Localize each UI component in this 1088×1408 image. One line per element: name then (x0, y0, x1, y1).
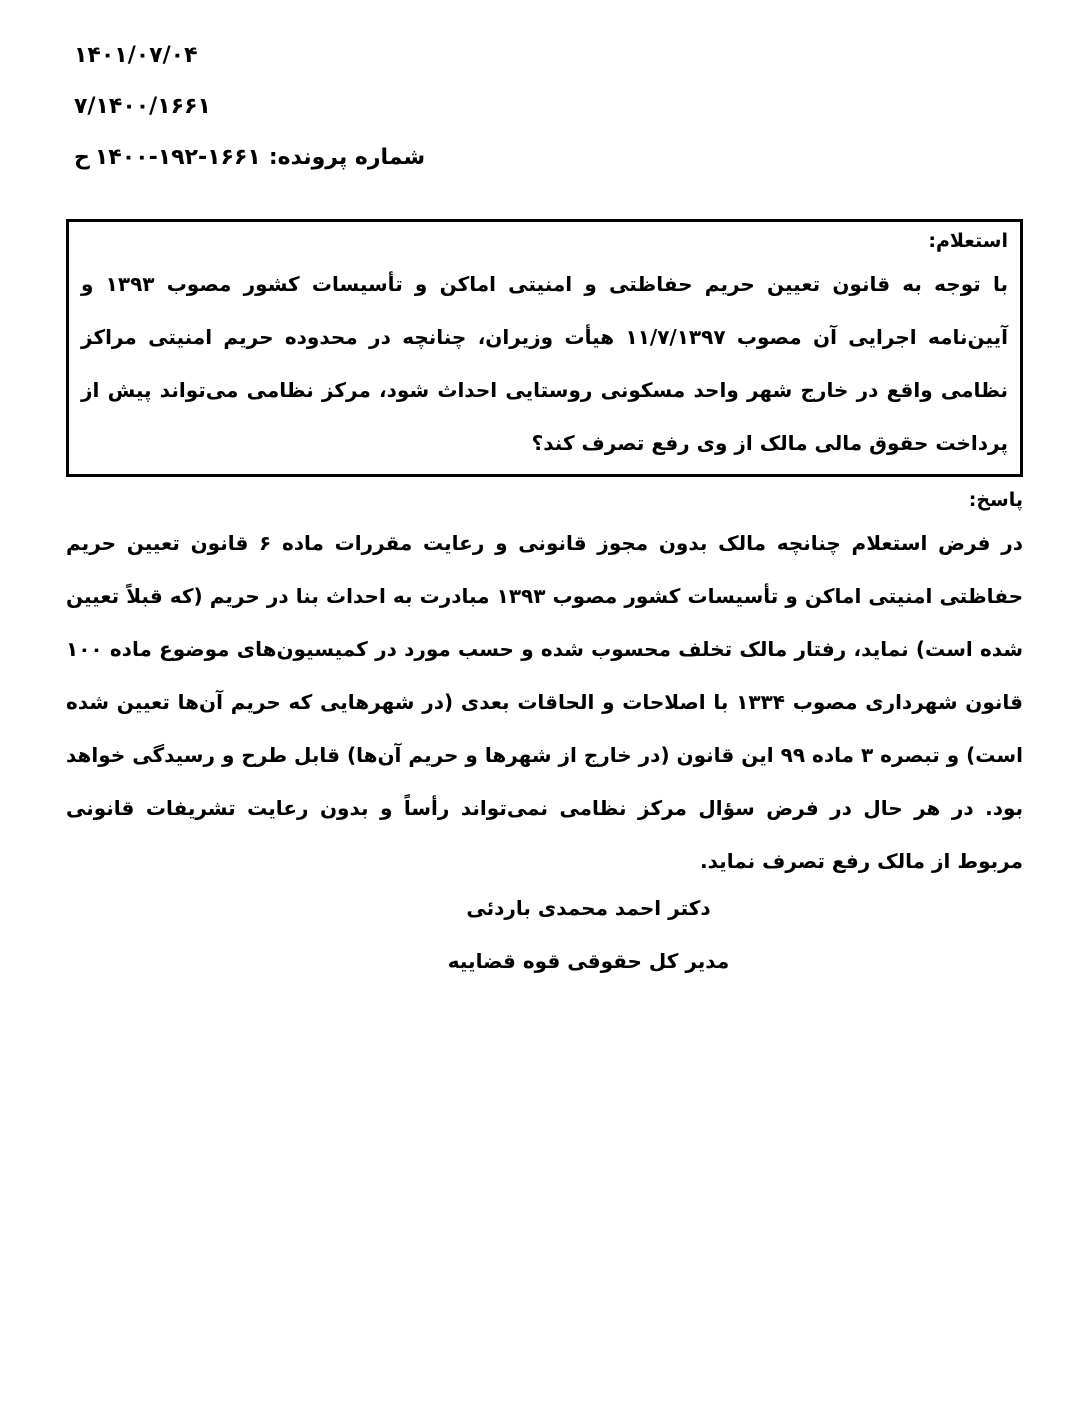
opinion-reference-number: ۷/۱۴۰۰/۱۶۶۱ (74, 94, 211, 119)
document-header (74, 30, 634, 183)
file-number-line (74, 132, 634, 183)
file-number-value: ۱۴۰۰-۱۹۲-۱۶۶۱ (94, 145, 261, 170)
file-number-label: شماره پرونده: (268, 145, 426, 170)
signatory-title: مدیر کل حقوقی قوه قضاییه (447, 949, 730, 973)
response-heading: پاسخ: (968, 489, 1023, 511)
signatory-name: دکتر احمد محمدی باردئی (466, 896, 711, 920)
response-body: در فرض استعلام چنانچه مالک بدون مجوز قانونی و رعایت مقررات ماده ۶ قانون تعیین حریم حفاظتی امنیتی اماکن و تأسیسات کشور مصوب ۱۳۹۳ مبادرت به احداث بنا در حریم (که قبلاً تعیین شده است) نماید، رفتار مالک تخلف محسوب شده و حسب مورد در کمیسیون‌های موضوع ماده ۱۰۰ قانون شهرداری مصوب ۱۳۳۴ با اصلاحات و الحاقات بعدی (در شهرهایی که حریم آن‌ها تعیین شده است) و تبصره ۳ ماده ۹۹ این قانون (در خارج از شهرها و حریم آن‌ها) قابل طرح و رسیدگی خواهد بود. در هر حال در فرض سؤال مرکز نظامی نمی‌تواند رأساً و بدون رعایت تشریفات قانونی مربوط از مالک رفع تصرف نماید. (66, 531, 1023, 873)
inquiry-body: با توجه به قانون تعیین حریم حفاظتی و امنیتی اماکن و تأسیسات کشور مصوب ۱۳۹۳ و آیین‌نامه اجرایی آن مصوب ۱۱/۷/۱۳۹۷ هیأت وزیران، چنانچه در محدوده حریم امنیتی مراکز نظامی واقع در خارج شهر واحد مسکونی روستایی احداث شود، مرکز نظامی می‌تواند پیش از پرداخت حقوق مالی مالک از وی رفع تصرف کند؟ (81, 272, 1009, 455)
file-number-suffix: ح (74, 145, 90, 170)
inquiry-heading: استعلام: (928, 230, 1008, 252)
signature-block (110, 882, 1067, 988)
opinion-date: ۱۴۰۱/۰۷/۰۴ (74, 43, 198, 68)
inquiry-box (66, 219, 1023, 477)
